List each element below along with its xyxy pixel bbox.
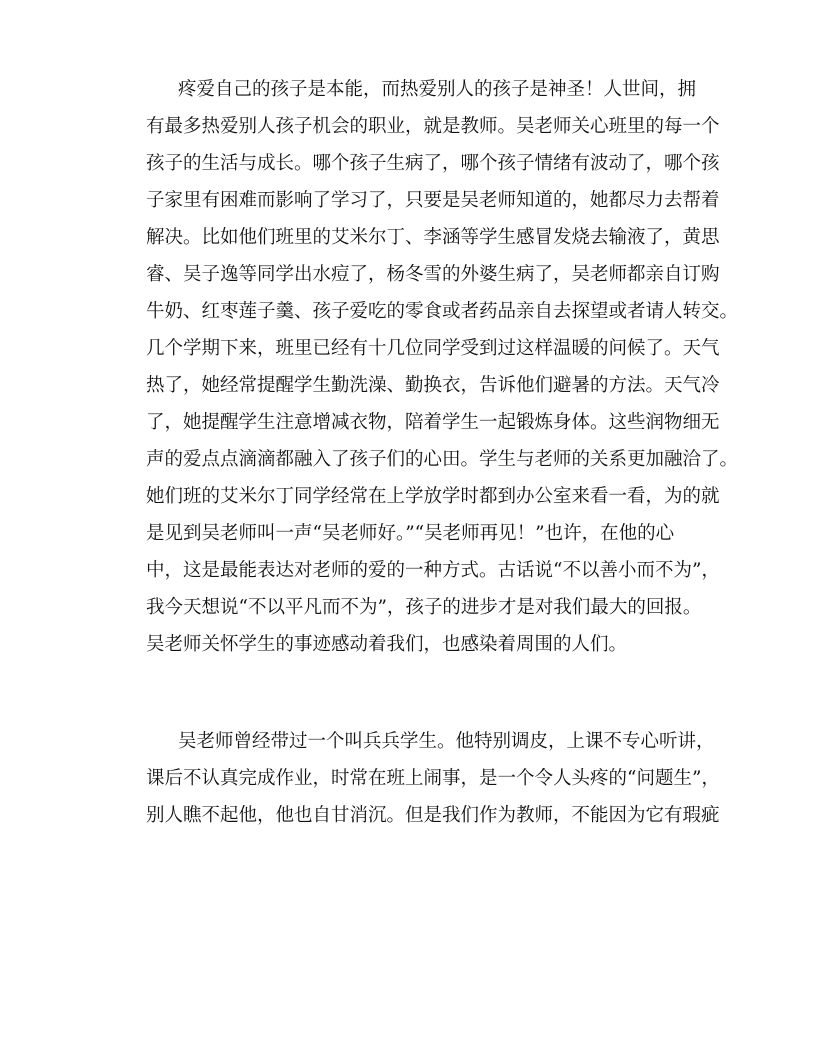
text-line: 她们班的艾米尔丁同学经常在上学放学时都到办公室来看一看，为的就 — [146, 486, 720, 507]
text-line: 牛奶、红枣莲子羹、孩子爱吃的零食或者药品亲自去探望或者请人转交。 — [146, 301, 739, 322]
text-line: 孩子的生活与成长。哪个孩子生病了，哪个孩子情绪有波动了，哪个孩 — [146, 153, 720, 174]
text-line: 是见到吴老师叫一声“吴老师好。”“吴老师再见！”也许，在他的心 — [146, 523, 675, 544]
text-line: 子家里有困难而影响了学习了，只要是吴老师知道的，她都尽力去帮着 — [146, 190, 720, 211]
text-line: 中，这是最能表达对老师的爱的一种方式。古话说“不以善小而不为”， — [146, 560, 720, 581]
text-line: 几个学期下来，班里已经有十几位同学受到过这样温暖的问候了。天气 — [146, 338, 720, 359]
text-line: 课后不认真完成作业，时常在班上闹事，是一个令人头疼的“问题生”， — [146, 768, 720, 789]
text-line: 睿、吴子逸等同学出水痘了，杨冬雪的外婆生病了，吴老师都亲自订购 — [146, 264, 720, 285]
text-line: 有最多热爱别人孩子机会的职业，就是教师。吴老师关心班里的每一个 — [146, 116, 720, 137]
text-line: 吴老师关怀学生的事迹感动着我们，也感染着周围的人们。 — [146, 634, 628, 655]
text-line: 我今天想说“不以平凡而不为”，孩子的进步才是对我们最大的回报。 — [146, 597, 702, 618]
text-line: 疼爱自己的孩子是本能，而热爱别人的孩子是神圣！人世间，拥 — [178, 79, 697, 100]
text-line: 吴老师曾经带过一个叫兵兵学生。他特别调皮，上课不专心听讲， — [178, 731, 715, 752]
text-line: 别人瞧不起他，他也自甘消沉。但是我们作为教师，不能因为它有瑕疵 — [146, 805, 720, 826]
text-line: 解决。比如他们班里的艾米尔丁、李涵等学生感冒发烧去输液了，黄思 — [146, 227, 720, 248]
text-line: 了，她提醒学生注意增减衣物，陪着学生一起锻炼身体。这些润物细无 — [146, 412, 720, 433]
text-line: 声的爱点点滴滴都融入了孩子们的心田。学生与老师的关系更加融洽了。 — [146, 449, 739, 470]
text-line: 热了，她经常提醒学生勤洗澡、勤换衣，告诉他们避暑的方法。天气冷 — [146, 375, 720, 396]
